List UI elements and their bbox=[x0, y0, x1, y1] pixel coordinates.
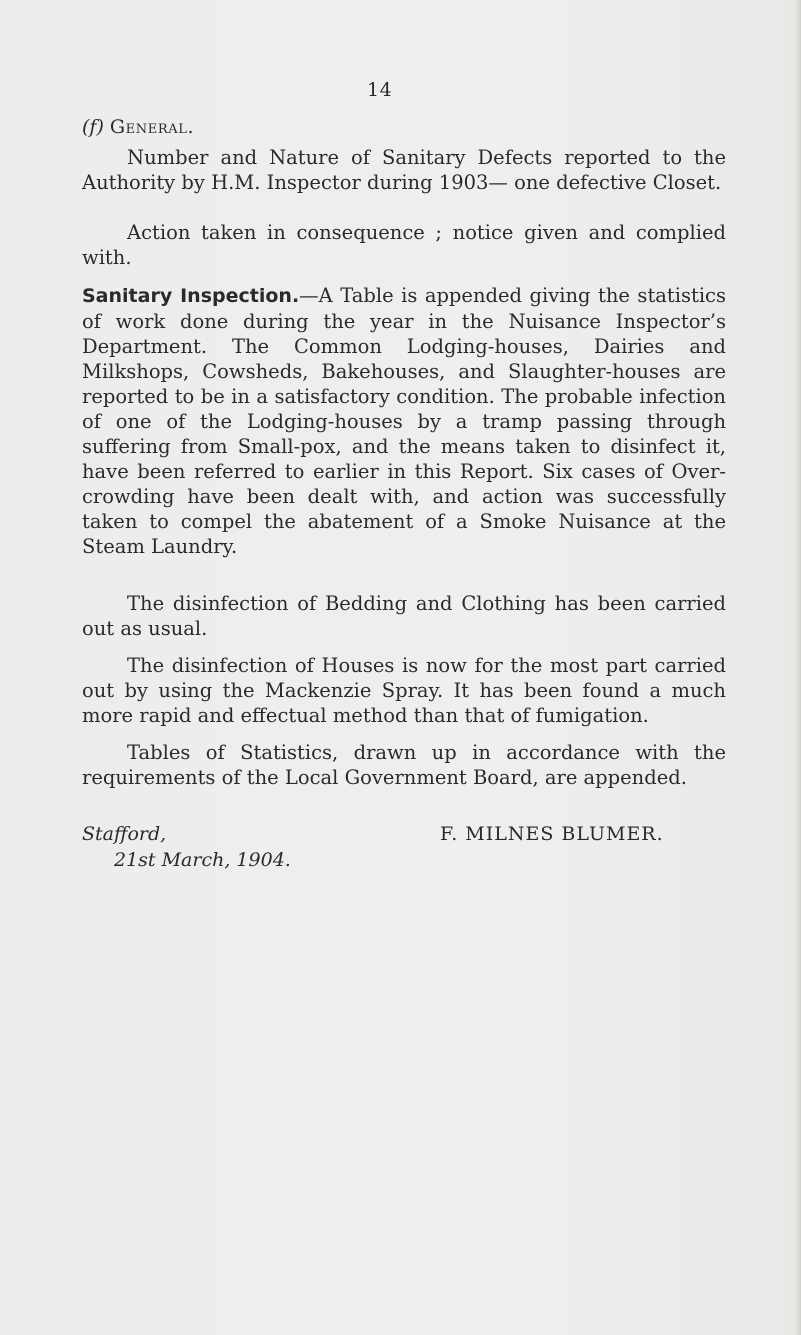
section-title: General. bbox=[109, 116, 195, 138]
sanitary-inspection-heading: Sanitary Inspection. bbox=[82, 285, 300, 307]
houses-disinfection-paragraph: The disinfection of Houses is now for the most part carried out by using the Mackenzie Spray. It has been found a much more rapid and effectual method than that of fumigation. bbox=[82, 654, 726, 727]
page-edge-shadow bbox=[795, 0, 801, 1335]
sanitary-inspection-paragraph bbox=[82, 283, 726, 559]
general-defects-paragraph: Number and Nature of Sanitary Defects reported to the Authority by H.M. Inspector during 1903— one defective Closet. bbox=[82, 146, 726, 194]
signature-place: Stafford, bbox=[82, 823, 167, 845]
bedding-disinfection-paragraph: The disinfection of Bedding and Clothing has been carried out as usual. bbox=[82, 592, 726, 640]
signature-date: 21st March, 1904. bbox=[114, 849, 291, 871]
general-action-paragraph: Action taken in consequence ; notice given and complied with. bbox=[82, 221, 726, 269]
page-number: 14 bbox=[367, 79, 393, 101]
sanitary-inspection-text: —A Table is appended giving the statistics of work done during the year in the Nuisance Inspector’s Department. The Common Lodging-houses, Dairies and Milkshops, Cowsheds, Bakehouses, and Slaughter-houses are reported to be in a satisfactory condition. The probable infection of one of the Lodging-houses by a tramp passing through suffering from Small-pox, and the means taken to disinfect it, have been referred to earlier in this Report. Six cases of Over-crowding have been dealt with, and action was successfully taken to compel the abatement of a Smoke Nuisance at the Steam Laundry. bbox=[82, 284, 726, 558]
signature-name: F. MILNES BLUMER. bbox=[440, 823, 664, 845]
section-heading bbox=[82, 116, 194, 138]
section-label: (f) bbox=[82, 116, 104, 138]
statistics-tables-paragraph: Tables of Statistics, drawn up in accordance with the requirements of the Local Government Board, are appended. bbox=[82, 741, 726, 789]
